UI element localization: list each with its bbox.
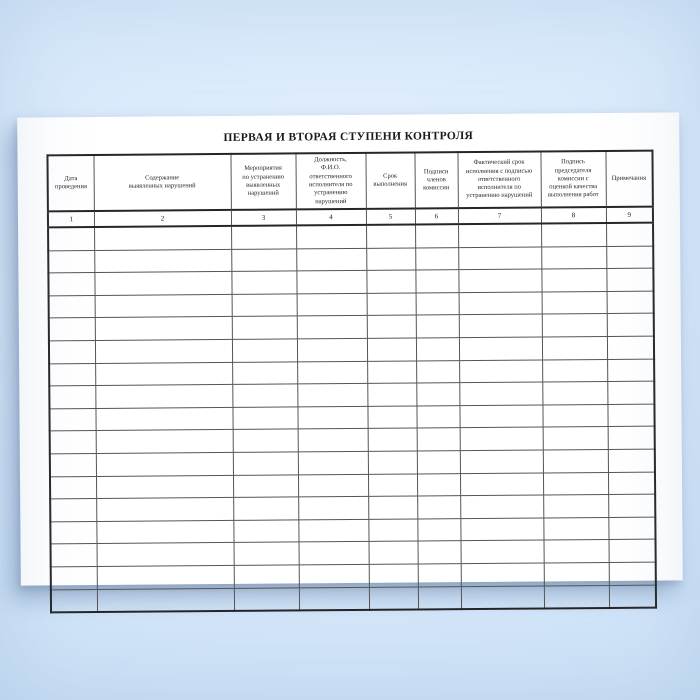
empty-cell [368,496,417,519]
header-cell-1: Дата проведения [47,155,93,211]
empty-cell [49,340,95,363]
empty-cell [459,292,542,315]
table-body [48,223,656,613]
empty-cell [49,295,95,318]
empty-cell [609,585,656,608]
empty-cell [95,317,232,341]
empty-cell [233,452,298,475]
empty-cell [97,543,234,567]
column-number-cell-9: 9 [606,207,653,223]
empty-cell [95,407,232,431]
empty-cell [233,520,298,543]
column-number-cell-6: 6 [415,208,458,224]
empty-cell [461,585,544,609]
empty-cell [50,431,96,454]
empty-cell [459,314,542,337]
empty-cell [367,338,416,361]
empty-cell [233,429,298,452]
header-cell-5: Срок выполнения [365,152,414,208]
empty-cell [416,383,459,406]
empty-cell [96,498,233,522]
empty-cell [297,361,367,384]
empty-cell [416,292,459,315]
empty-cell [608,449,655,472]
empty-cell [415,247,458,270]
empty-cell [298,474,368,497]
empty-cell [417,428,460,451]
empty-cell [542,404,607,427]
empty-cell [459,405,542,428]
empty-cell [299,587,369,611]
header-cell-4: Должность, Ф.И.О. ответственного исполнителя по устранению нарушений [295,153,365,210]
empty-cell [96,430,233,454]
empty-cell [367,383,416,406]
empty-cell [51,566,97,589]
empty-cell [606,223,653,246]
header-cell-8: Подпись председателя комиссии с оценкой качества выполнения работ [540,151,605,208]
empty-cell [458,269,541,292]
empty-cell [49,363,95,386]
empty-cell [416,360,459,383]
empty-cell [368,474,417,497]
empty-cell [298,496,368,519]
empty-cell [417,451,460,474]
empty-cell [369,541,418,564]
empty-cell [297,338,367,361]
empty-cell [94,226,231,250]
column-number-cell-1: 1 [48,211,94,227]
document-page [17,112,683,585]
header-cell-2: Содержание выявленных нарушений [93,154,230,211]
empty-cell [606,246,653,269]
empty-cell [415,224,458,247]
empty-cell [299,564,369,587]
empty-cell [460,427,543,450]
empty-cell [418,586,461,609]
column-number-cell-4: 4 [296,209,366,226]
empty-cell [232,316,297,339]
header-cell-6: Подписи членов комиссии [414,152,457,208]
empty-cell [543,472,608,495]
empty-cell [543,517,608,540]
empty-cell [231,271,296,294]
empty-cell [461,540,544,563]
empty-cell [297,293,367,316]
empty-cell [543,427,608,450]
empty-cell [459,382,542,405]
empty-cell [368,451,417,474]
empty-cell [232,339,297,362]
empty-cell [417,496,460,519]
empty-cell [51,589,97,612]
empty-cell [542,359,607,382]
empty-cell [96,452,233,476]
empty-cell [607,381,654,404]
empty-cell [366,224,415,247]
empty-cell [232,384,297,407]
empty-cell [94,249,231,273]
empty-cell [458,247,541,270]
empty-cell [297,406,367,429]
empty-cell [232,294,297,317]
empty-cell [296,248,366,271]
empty-cell [49,318,95,341]
empty-cell [458,223,541,247]
header-row [47,151,652,212]
empty-cell [50,453,96,476]
empty-cell [298,519,368,542]
empty-cell [459,360,542,383]
empty-cell [543,449,608,472]
empty-cell [607,404,654,427]
empty-cell [231,225,296,249]
empty-cell [232,361,297,384]
empty-cell [608,426,655,449]
empty-cell [95,339,232,363]
empty-cell [461,563,544,586]
empty-cell [95,294,232,318]
control-log-table [46,150,657,614]
empty-cell [606,268,653,291]
empty-cell [544,540,609,563]
empty-cell [460,518,543,541]
empty-cell [234,587,299,611]
empty-cell [544,585,609,609]
empty-cell [369,564,418,587]
empty-cell [297,384,367,407]
header-cell-3: Мероприятия по устранению выявленных нарушений [230,153,295,210]
empty-cell [415,270,458,293]
empty-cell [49,408,95,431]
empty-cell [298,429,368,452]
empty-cell [542,314,607,337]
empty-data-row [51,585,656,613]
empty-cell [460,450,543,473]
header-cell-7: Фактический срок исполнения с подписью ответственного исполнителя по устранению нарушений [457,151,540,208]
empty-cell [368,428,417,451]
empty-cell [416,338,459,361]
column-number-cell-8: 8 [541,207,606,224]
empty-cell [233,497,298,520]
empty-cell [48,250,94,273]
empty-cell [418,541,461,564]
column-number-cell-2: 2 [94,210,231,227]
empty-cell [544,562,609,585]
empty-cell [94,272,231,296]
empty-cell [49,386,95,409]
empty-cell [234,542,299,565]
column-number-cell-3: 3 [231,209,296,226]
empty-cell [50,521,96,544]
empty-cell [50,476,96,499]
empty-cell [367,293,416,316]
empty-cell [366,270,415,293]
empty-cell [233,474,298,497]
empty-cell [48,273,94,296]
empty-cell [609,539,656,562]
empty-cell [607,313,654,336]
column-number-cell-7: 7 [458,207,541,224]
empty-cell [418,564,461,587]
empty-cell [97,565,234,589]
empty-cell [543,495,608,518]
empty-cell [608,517,655,540]
empty-cell [608,494,655,517]
empty-cell [367,406,416,429]
empty-cell [298,451,368,474]
empty-cell [416,405,459,428]
empty-cell [460,495,543,518]
empty-cell [608,472,655,495]
empty-cell [367,315,416,338]
empty-cell [607,359,654,382]
empty-cell [95,385,232,409]
empty-cell [541,246,606,269]
empty-cell [541,269,606,292]
empty-cell [97,588,234,612]
empty-cell [232,407,297,430]
empty-cell [296,225,366,249]
empty-cell [95,362,232,386]
page-title: ПЕРВАЯ И ВТОРАЯ СТУПЕНИ КОНТРОЛЯ [223,130,474,144]
empty-cell [459,337,542,360]
header-cell-9: Примечания [605,151,652,207]
empty-cell [609,562,656,585]
empty-cell [96,520,233,544]
empty-cell [542,336,607,359]
empty-cell [607,336,654,359]
empty-cell [299,542,369,565]
empty-cell [297,316,367,339]
empty-cell [369,586,418,609]
empty-cell [366,248,415,271]
empty-cell [368,519,417,542]
empty-cell [48,227,94,250]
empty-cell [541,223,606,247]
empty-cell [50,499,96,522]
empty-cell [231,249,296,272]
empty-cell [417,518,460,541]
empty-cell [367,361,416,384]
empty-cell [96,475,233,499]
empty-cell [607,291,654,314]
empty-cell [234,565,299,588]
column-number-cell-5: 5 [366,208,415,224]
empty-cell [296,271,366,294]
empty-cell [460,473,543,496]
empty-cell [417,473,460,496]
empty-cell [542,291,607,314]
empty-cell [51,544,97,567]
empty-cell [416,315,459,338]
table-header [47,151,653,228]
empty-cell [542,382,607,405]
